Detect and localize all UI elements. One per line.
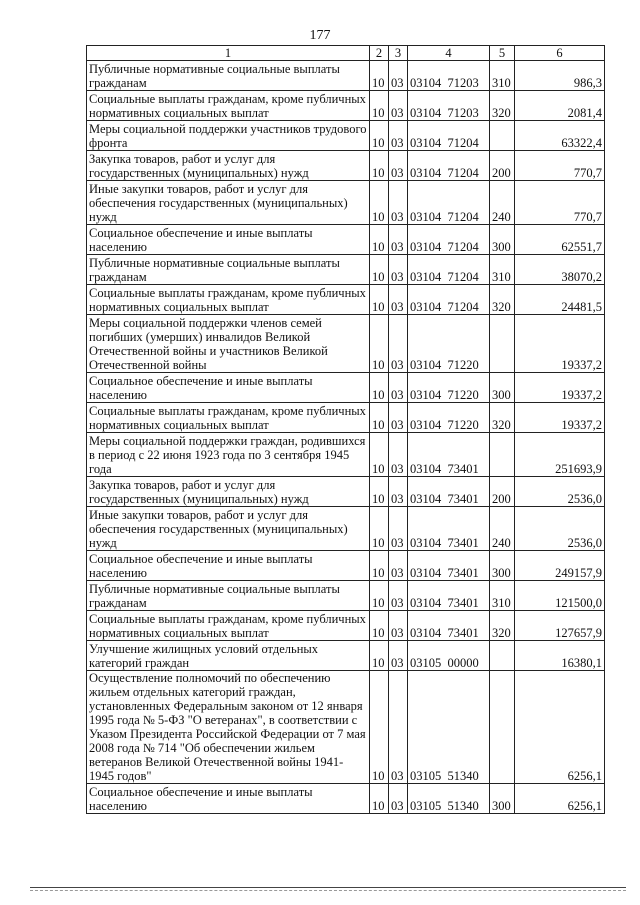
subsection-code: 03: [389, 91, 408, 121]
target-article-code: 03105 00000: [408, 641, 490, 671]
amount-value: 2536,0: [515, 507, 605, 551]
section-code: 10: [370, 433, 389, 477]
amount-value: 24481,5: [515, 285, 605, 315]
target-article-code: 03104 73401: [408, 611, 490, 641]
subsection-code: 03: [389, 784, 408, 814]
expense-type-code: 240: [490, 181, 515, 225]
table-row: [87, 255, 605, 285]
budget-item-name: Меры социальной поддержки участников трудового фронта: [87, 121, 370, 151]
amount-value: 249157,9: [515, 551, 605, 581]
bottom-divider-shadow: [30, 890, 626, 891]
subsection-code: 03: [389, 433, 408, 477]
header-cell: 1: [87, 46, 370, 61]
target-article-code: 03104 71203: [408, 91, 490, 121]
budget-item-name: Социальные выплаты гражданам, кроме публичных нормативных социальных выплат: [87, 285, 370, 315]
expense-type-code: 300: [490, 225, 515, 255]
bottom-divider: [30, 887, 626, 888]
table-row: [87, 611, 605, 641]
expense-type-code: 200: [490, 477, 515, 507]
expense-type-code: 320: [490, 285, 515, 315]
subsection-code: 03: [389, 641, 408, 671]
subsection-code: 03: [389, 151, 408, 181]
header-row: [87, 46, 605, 61]
budget-table: [86, 45, 605, 814]
subsection-code: 03: [389, 581, 408, 611]
expense-type-code: 320: [490, 611, 515, 641]
expense-type-code: 240: [490, 507, 515, 551]
budget-item-name: Социальное обеспечение и иные выплаты населению: [87, 784, 370, 814]
header-cell: 5: [490, 46, 515, 61]
section-code: 10: [370, 285, 389, 315]
target-article-code: 03104 71203: [408, 61, 490, 91]
budget-item-name: Социальное обеспечение и иные выплаты населению: [87, 225, 370, 255]
subsection-code: 03: [389, 373, 408, 403]
expense-type-code: [490, 433, 515, 477]
page-number: 177: [309, 28, 331, 43]
section-code: 10: [370, 403, 389, 433]
table-row: [87, 61, 605, 91]
table-row: [87, 285, 605, 315]
table-row: [87, 671, 605, 784]
budget-item-name: Социальные выплаты гражданам, кроме публичных нормативных социальных выплат: [87, 403, 370, 433]
table-row: [87, 121, 605, 151]
subsection-code: 03: [389, 61, 408, 91]
target-article-code: 03104 73401: [408, 507, 490, 551]
budget-item-name: Социальные выплаты гражданам, кроме публичных нормативных социальных выплат: [87, 611, 370, 641]
table-row: [87, 641, 605, 671]
target-article-code: 03104 71204: [408, 225, 490, 255]
section-code: 10: [370, 611, 389, 641]
subsection-code: 03: [389, 255, 408, 285]
subsection-code: 03: [389, 225, 408, 255]
table-row: [87, 403, 605, 433]
budget-item-name: Социальные выплаты гражданам, кроме публичных нормативных социальных выплат: [87, 91, 370, 121]
subsection-code: 03: [389, 403, 408, 433]
section-code: 10: [370, 477, 389, 507]
subsection-code: 03: [389, 671, 408, 784]
amount-value: 19337,2: [515, 315, 605, 373]
header-cell: 4: [408, 46, 490, 61]
subsection-code: 03: [389, 611, 408, 641]
expense-type-code: [490, 121, 515, 151]
expense-type-code: [490, 315, 515, 373]
expense-type-code: 300: [490, 373, 515, 403]
expense-type-code: 300: [490, 551, 515, 581]
expense-type-code: 200: [490, 151, 515, 181]
section-code: 10: [370, 551, 389, 581]
section-code: 10: [370, 507, 389, 551]
expense-type-code: 320: [490, 91, 515, 121]
expense-type-code: [490, 641, 515, 671]
budget-item-name: Публичные нормативные социальные выплаты гражданам: [87, 581, 370, 611]
target-article-code: 03105 51340: [408, 671, 490, 784]
amount-value: 62551,7: [515, 225, 605, 255]
table-row: [87, 373, 605, 403]
table-row: [87, 315, 605, 373]
table-row: [87, 507, 605, 551]
expense-type-code: 320: [490, 403, 515, 433]
table-row: [87, 433, 605, 477]
target-article-code: 03104 71204: [408, 151, 490, 181]
subsection-code: 03: [389, 477, 408, 507]
amount-value: 2081,4: [515, 91, 605, 121]
amount-value: 6256,1: [515, 671, 605, 784]
amount-value: 6256,1: [515, 784, 605, 814]
amount-value: 63322,4: [515, 121, 605, 151]
budget-item-name: Социальное обеспечение и иные выплаты населению: [87, 373, 370, 403]
section-code: 10: [370, 373, 389, 403]
subsection-code: 03: [389, 285, 408, 315]
target-article-code: 03104 71204: [408, 121, 490, 151]
target-article-code: 03104 71220: [408, 403, 490, 433]
table-row: [87, 551, 605, 581]
table-row: [87, 581, 605, 611]
amount-value: 19337,2: [515, 373, 605, 403]
expense-type-code: 310: [490, 61, 515, 91]
section-code: 10: [370, 121, 389, 151]
target-article-code: 03105 51340: [408, 784, 490, 814]
amount-value: 986,3: [515, 61, 605, 91]
target-article-code: 03104 71204: [408, 255, 490, 285]
budget-item-name: Социальное обеспечение и иные выплаты населению: [87, 551, 370, 581]
section-code: 10: [370, 181, 389, 225]
expense-type-code: 310: [490, 581, 515, 611]
amount-value: 770,7: [515, 181, 605, 225]
section-code: 10: [370, 151, 389, 181]
budget-item-name: Закупка товаров, работ и услуг для государственных (муниципальных) нужд: [87, 477, 370, 507]
budget-item-name: Публичные нормативные социальные выплаты гражданам: [87, 255, 370, 285]
section-code: 10: [370, 225, 389, 255]
amount-value: 127657,9: [515, 611, 605, 641]
header-cell: 2: [370, 46, 389, 61]
table-row: [87, 91, 605, 121]
target-article-code: 03104 73401: [408, 477, 490, 507]
budget-item-name: Иные закупки товаров, работ и услуг для обеспечения государственных (муниципальных) нужд: [87, 181, 370, 225]
target-article-code: 03104 71204: [408, 285, 490, 315]
amount-value: 251693,9: [515, 433, 605, 477]
target-article-code: 03104 71204: [408, 181, 490, 225]
section-code: 10: [370, 255, 389, 285]
budget-item-name: Меры социальной поддержки граждан, родившихся в период с 22 июня 1923 года по 3 сентября 1945 года: [87, 433, 370, 477]
budget-item-name: Публичные нормативные социальные выплаты гражданам: [87, 61, 370, 91]
table-row: [87, 225, 605, 255]
amount-value: 38070,2: [515, 255, 605, 285]
section-code: 10: [370, 641, 389, 671]
budget-item-name: Иные закупки товаров, работ и услуг для обеспечения государственных (муниципальных) нужд: [87, 507, 370, 551]
expense-type-code: 310: [490, 255, 515, 285]
target-article-code: 03104 73401: [408, 581, 490, 611]
table-row: [87, 784, 605, 814]
section-code: 10: [370, 91, 389, 121]
table-row: [87, 477, 605, 507]
section-code: 10: [370, 61, 389, 91]
amount-value: 2536,0: [515, 477, 605, 507]
table-row: [87, 181, 605, 225]
section-code: 10: [370, 315, 389, 373]
target-article-code: 03104 73401: [408, 433, 490, 477]
budget-item-name: Осуществление полномочий по обеспечению жильем отдельных категорий граждан, установленных Федеральным законом от 12 января 1995 года № 5-ФЗ "О ветеранах", в соответствии с Указом Президента Российской Федерации от 7 мая 2008 года № 714 "Об обеспечении жильем ветеранов Великой Отечественной войны 1941-1945 годов": [87, 671, 370, 784]
table-row: [87, 151, 605, 181]
amount-value: 770,7: [515, 151, 605, 181]
target-article-code: 03104 73401: [408, 551, 490, 581]
budget-item-name: Закупка товаров, работ и услуг для государственных (муниципальных) нужд: [87, 151, 370, 181]
section-code: 10: [370, 581, 389, 611]
amount-value: 121500,0: [515, 581, 605, 611]
expense-type-code: 300: [490, 784, 515, 814]
section-code: 10: [370, 784, 389, 814]
budget-item-name: Улучшение жилищных условий отдельных категорий граждан: [87, 641, 370, 671]
expense-type-code: [490, 671, 515, 784]
subsection-code: 03: [389, 551, 408, 581]
header-cell: 6: [515, 46, 605, 61]
section-code: 10: [370, 671, 389, 784]
subsection-code: 03: [389, 121, 408, 151]
amount-value: 16380,1: [515, 641, 605, 671]
subsection-code: 03: [389, 315, 408, 373]
target-article-code: 03104 71220: [408, 373, 490, 403]
header-cell: 3: [389, 46, 408, 61]
amount-value: 19337,2: [515, 403, 605, 433]
subsection-code: 03: [389, 507, 408, 551]
budget-item-name: Меры социальной поддержки членов семей погибших (умерших) инвалидов Великой Отечественной войны и участников Великой Отечественной войны: [87, 315, 370, 373]
subsection-code: 03: [389, 181, 408, 225]
target-article-code: 03104 71220: [408, 315, 490, 373]
